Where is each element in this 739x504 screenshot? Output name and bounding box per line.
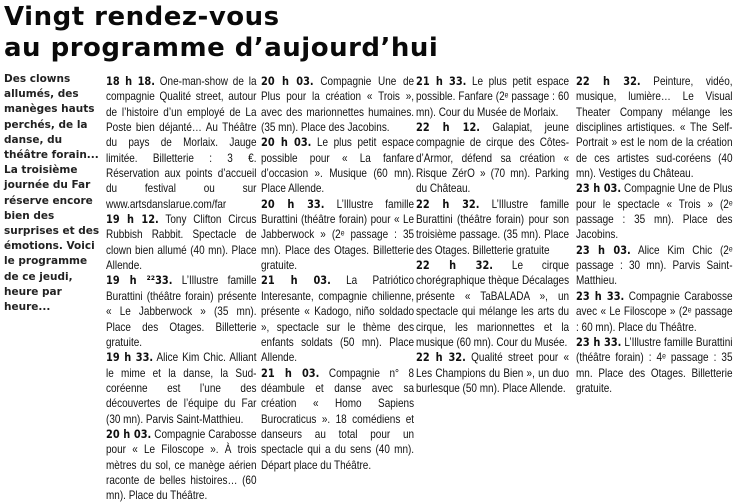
entry-time: 22 h 32.: [576, 74, 641, 88]
program-entry: [261, 135, 414, 196]
entry-time: 21 h 03.: [261, 273, 331, 288]
entry-time: 23 h 33.: [576, 288, 625, 303]
program-entry: [576, 243, 733, 289]
entry-text: Compagnie n° 8 déambule et danse avec sa création « Homo Sapiens Burocraticus ». 18 comédiens et danseurs au total pour un spectacle qui a du sens (40 mn). Départ place du Théâtre.: [261, 366, 415, 472]
entry-time: 18 h 18.: [106, 74, 155, 88]
entry-text: Le cirque chorégraphique thèque Décalages présente « TaBALADA », un spectacle qui mélange les arts du cirque, les marionnettes et la musique (60 mn). Cour du Musée.: [416, 259, 570, 349]
entry-text: Galapiat, jeune compagnie de cirque des Côtes-d’Armor, défend sa création « Risque ZérO » (70 mn). Parking du Château.: [416, 121, 570, 196]
program-entry: [416, 120, 569, 197]
entry-text: Qualité street pour « Les Champions du Bien », un duo burlesque (50 mn). Place Allende.: [416, 351, 570, 395]
entry-time: 20 h 03.: [106, 426, 152, 441]
entry-time: 23 h 03.: [576, 181, 622, 196]
program-column-3: [416, 74, 569, 396]
entry-time: 22 h 32.: [416, 350, 466, 365]
entry-text: Compagnie Carabosse avec « Le Filoscope » (2ᵉ passage : 60 mn). Place du Théâtre.: [576, 289, 733, 334]
program-entry: [261, 366, 414, 473]
program-entry: [106, 212, 257, 273]
entry-text: Compagnie Carabosse pour « Le Filoscope ». À trois mètres du sol, ce manège aérien raconte de belles histoires… (60 mn). Place du Théâtre.: [106, 427, 257, 503]
entry-text: Alice Kim Chic. Alliant le mime et la danse, la Sud-coréenne est l’une des découvertes de l’équipe du Far (30 mn). Parvis Saint-Matthieu.: [106, 351, 257, 426]
entry-time: 19 h 12.: [106, 212, 159, 227]
headline-line-1: Vingt rendez-vous: [4, 2, 280, 32]
entry-text: Compagnie Une de Plus pour la création « Trois », avec des marionnettes humaines. (35 mn). Place des Jacobins.: [261, 75, 415, 135]
article-headline: [4, 2, 444, 64]
program-entry: [106, 427, 257, 504]
entry-text: L’Illustre famille Burattini (théâtre forain) présente « Le Jabberwock » (35 mn). Place des Otages. Billetterie gratuite.: [106, 274, 257, 349]
entry-time: 21 h 03.: [261, 365, 320, 380]
program-entry: [576, 74, 733, 181]
program-column-2: [261, 74, 414, 473]
program-entry: [416, 74, 569, 120]
entry-time: 20 h 03.: [261, 135, 312, 150]
program-column-1: [106, 74, 257, 504]
entry-text: L’Illustre famille Burattini (théâtre forain) : 4ᵉ passage : 35 mn. Place des Otages. Billetterie gratuite.: [576, 335, 733, 395]
entry-time: 20 h 03.: [261, 74, 314, 88]
program-entry: [106, 350, 257, 427]
entry-time: 19 h ²²33.: [106, 273, 173, 288]
program-entry: [106, 74, 257, 212]
program-entry: [416, 258, 569, 350]
entry-text: L’Illustre famille Burattini (théâtre forain) pour « Le Jabberwock » (2ᵉ passage : 35 mn). Place des Otages. Billetterie gratuite.: [261, 197, 415, 273]
entry-time: 22 h 32.: [416, 258, 494, 273]
entry-time: 21 h 33.: [416, 74, 467, 88]
entry-time: 23 h 33.: [576, 334, 622, 349]
entry-time: 22 h 32.: [416, 196, 480, 211]
entry-time: 22 h 12.: [416, 120, 481, 135]
entry-text: Alice Kim Chic (2ᵉ passage : 30 mn). Parvis Saint-Matthieu.: [576, 243, 733, 288]
entry-text: L’Illustre famille Burattini (théâtre forain) pour son troisième passage. (35 mn). Place des Otages. Billetterie gratuite: [416, 197, 570, 257]
entry-time: 19 h 33.: [106, 350, 154, 365]
entry-text: Le plus petit espace possible pour « La fanfare d’occasion ». Musique (60 mn). Place Allende.: [261, 136, 415, 196]
entry-time: 20 h 33.: [261, 196, 325, 211]
entry-text: One-man-show de la compagnie Qualité street, autour de l’histoire d’un employé de La Poste bien déjanté… Au Théâtre du pays de Morlaix. Jauge limitée. Billetterie : 3 €. Réservation aux points d’accueil du festival ou sur www.artsdanslarue.com/far: [106, 75, 257, 211]
program-entry: [416, 197, 569, 258]
entry-text: Peinture, vidéo, musique, lumière… Le Visual Theater Company mélange les disciplines artistiques. « The Self-Portrait » est le nom de la création de ces artistes sud-coréens (40 mn). Vestiges du Château.: [576, 75, 733, 181]
headline-line-2: au programme d’aujourd’hui: [4, 33, 439, 63]
entry-time: 23 h 03.: [576, 242, 631, 257]
program-entry: [576, 181, 733, 242]
program-entry: [261, 74, 414, 135]
entry-text: Tony Clifton Circus Rubbish Rabbit. Spectacle de clown bien allumé (40 mn). Place Allende.: [106, 213, 257, 273]
entry-text: Le plus petit espace possible. Fanfare (2ᵉ passage : 60 mn). Cour du Musée de Morlaix.: [416, 75, 570, 119]
program-entry: [416, 350, 569, 396]
program-entry: [576, 335, 733, 396]
article-intro: Des clowns allumés, des manèges hauts perchés, de la danse, du théâtre forain... La troisième journée du Far réserve encore bien des surprises et des émotions. Voici le programme de ce jeudi, heure par heure...: [4, 73, 100, 314]
entry-text: La Patriótico Interesante, compagnie chilienne, présente « Kadogo, niño soldado », spectacle sur le thème des enfants soldats (50 mn). Place Allende.: [261, 274, 415, 365]
program-column-4: [576, 74, 733, 396]
program-entry: [261, 197, 414, 274]
program-entry: [261, 273, 414, 365]
program-entry: [576, 289, 733, 335]
entry-text: Compagnie Une de Plus pour le spectacle « Trois » (2ᵉ passage : 35 mn). Place des Jacobins.: [576, 182, 733, 242]
program-entry: [106, 273, 257, 350]
